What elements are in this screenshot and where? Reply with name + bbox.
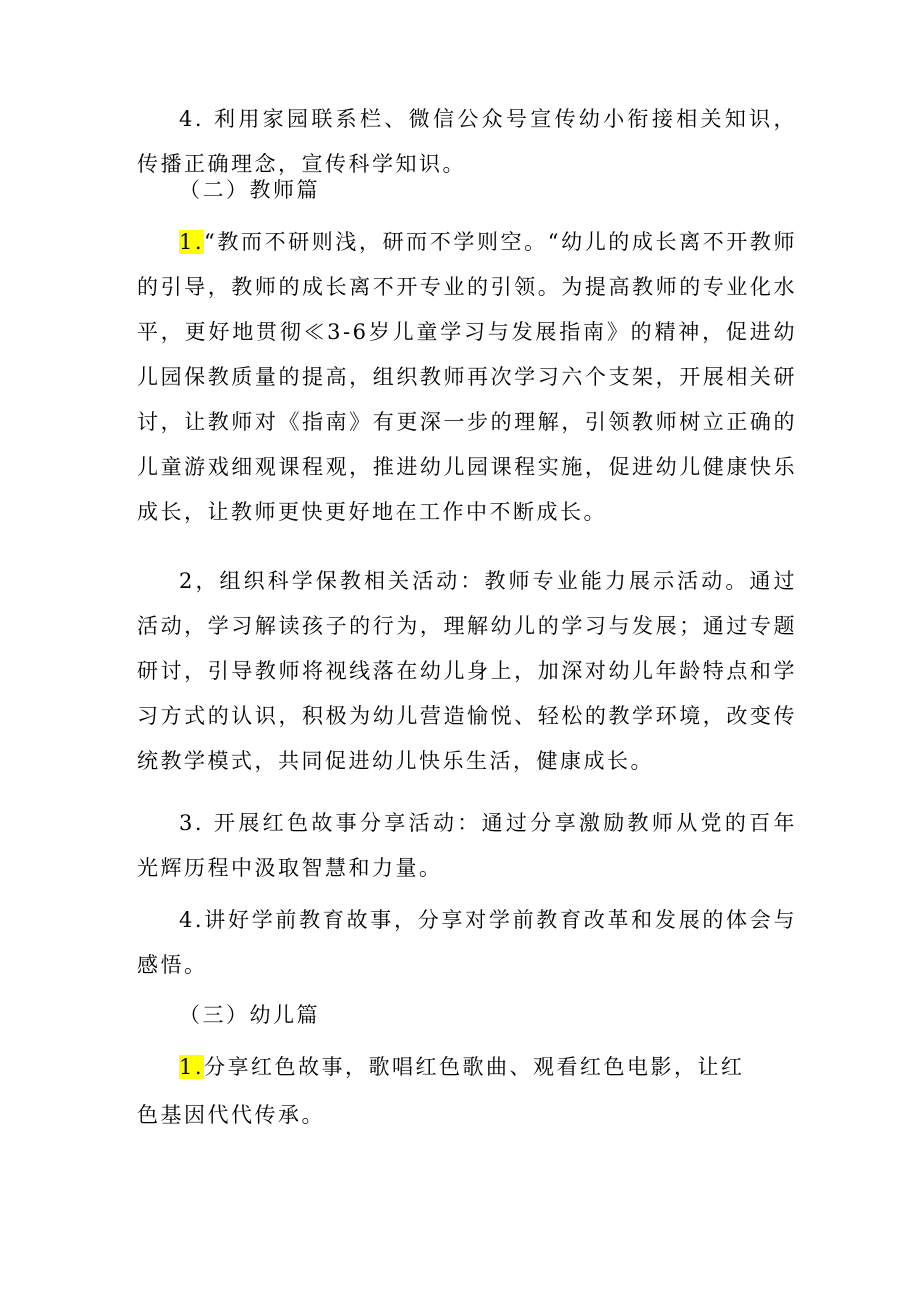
paragraph-children-1-line2: 色基因代代传承。: [137, 1103, 325, 1127]
heading-children: （三）幼儿篇: [179, 1003, 320, 1027]
paragraph-teachers-4: 4.讲好学前教育故事，分享对学前教育改革和发展的体会与感悟。: [137, 908, 797, 977]
heading-teachers: （二）教师篇: [179, 178, 320, 202]
paragraph-teachers-1-text: “教而不研则浅，研而不学则空。“幼儿的成长离不开教师的引导，教师的成长离不开专业的引领。为提高教师的专业化水平，更好地贯彻≪3-6岁儿童学习与发展指南》的精神，促进幼儿园保教质量的提高，组织教师再次学习六个支架，开展相关研讨，让教师对《指南》有更深一步的理解，引领教师树立正确的儿童游戏细观课程观，推进幼儿园课程实施，促进幼儿健康快乐成长，让教师更快更好地在工作中不断成长。: [137, 230, 797, 524]
paragraph-children-1-line1-text: 分享红色故事，歌唱红色歌曲、观看红色电影，让红: [204, 1055, 745, 1079]
paragraph-teachers-2: 2，组织科学保教相关活动：教师专业能力展示活动。通过活动，学习解读孩子的行为，理解幼儿的学习与发展；通过专题研讨，引导教师将视线落在幼儿身上，加深对幼儿年龄特点和学习方式的认识，积极为幼儿营造愉悦、轻松的教学环境，改变传统教学模式，共同促进幼儿快乐生活，健康成长。: [137, 569, 797, 773]
paragraph-teachers-1: [137, 220, 797, 535]
paragraph-children-1-line1: [179, 1045, 745, 1090]
highlight-number: 1.: [179, 1055, 205, 1079]
paragraph-home-school-4: 4. 利用家园联系栏、微信公众号宣传幼小衔接相关知识，传播正确理念，宣传科学知识。: [137, 107, 797, 176]
highlight-number: 1.: [179, 230, 205, 254]
paragraph-teachers-3: 3. 开展红色故事分享活动：通过分享激励教师从党的百年光辉历程中汲取智慧和力量。: [137, 811, 797, 880]
